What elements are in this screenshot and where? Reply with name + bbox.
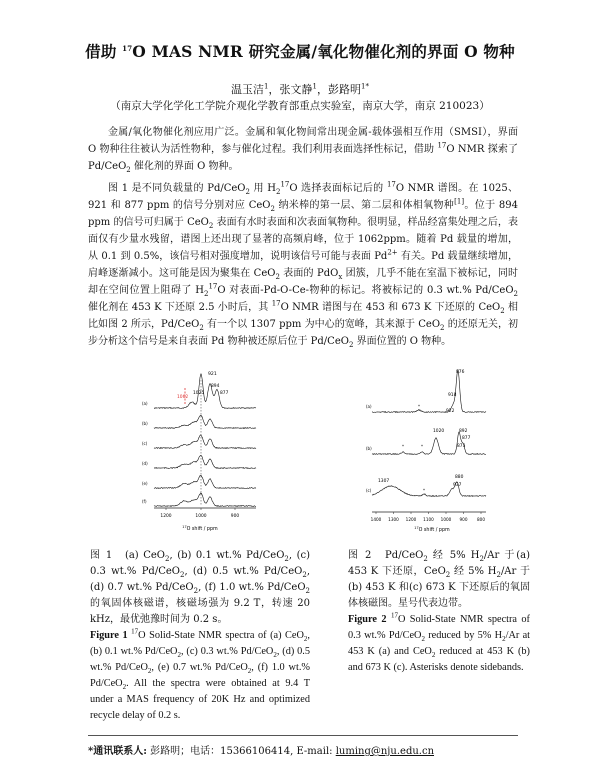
- figure-2-caption: [348, 548, 530, 676]
- peak-label-876: 876: [456, 370, 465, 375]
- peak-label-1025: 1025: [193, 391, 205, 396]
- nmr-trace: [154, 493, 256, 507]
- peak-label-877: 877: [220, 391, 229, 396]
- body-paragraph: 图 1 是不同负载量的 Pd/CeO$_2$ 用 $H_2^{17}O$ 选择表面标记后的 $^{17}$O NMR 谱图。在 1025、921 和 877 ppm 的信号分别对应 CeO$_2$ 纳米棒的第一层、第二层和体相氧物种[1]。位于 894 ppm 的信号可归属于 CeO$_2$ 表面有水时表面和次表面氧物种。很明显，样品经富集处理之后，表面仅有少量水残留，谱图上还出现了显著的高频肩峰，位于 1062ppm。随着 Pd 载量的增加，从 0.1 到 0.5%，该信号相对强度增加，说明该信号可能与表面 $Pd^{2+}$ 有关。Pd 载量继续增加，肩峰逐渐减小。这可能是因为聚集在 CeO$_2$ 表面的 PdO$_x$ 团簇，几乎不能在室温下被标记，同时却在空间位置上阻碍了 $H_2^{17}O$ 对表面-Pd-O-Ce-物种的标记。将被标记的 0.3 wt.% Pd/CeO$_2$ 催化剂在 453 K 下还原 2.5 小时后，其 $^{17}$O NMR 谱图与在 453 和 673 K 下还原的 CeO$_2$ 相比如图 2 所示，Pd/CeO$_2$ 有一个以 1307 ppm 为中心的宽峰，其来源于 CeO$_2$ 的还原无关，初步分析这个信号是来自表面 Pd 物种被还原后位于 Pd/CeO$_2$ 界面位置的 O 物种。: [88, 180, 519, 349]
- nmr-trace: [372, 369, 486, 412]
- figure-1-nmr-spectra: [140, 370, 258, 532]
- trace-label: (b): [366, 446, 372, 451]
- nmr-trace: [154, 435, 256, 448]
- x-tick-label: 1000: [440, 517, 452, 522]
- x-tick-label: 900: [230, 514, 240, 519]
- x-tick-label: 1200: [160, 514, 172, 519]
- peak-label-1020: 1020: [433, 429, 445, 434]
- figure-1-ticks: [160, 508, 239, 519]
- x-tick-label: 900: [459, 517, 468, 522]
- peak-label-877: 877: [462, 436, 471, 441]
- trace-label: (f): [142, 499, 147, 504]
- figure-2-plot: [366, 368, 488, 534]
- trace-label: (a): [366, 404, 372, 409]
- figure-2-traces: [366, 369, 486, 496]
- x-tick-label: 1300: [388, 517, 399, 522]
- trace-label: (a): [142, 401, 148, 406]
- nmr-trace: [154, 475, 256, 488]
- peak-label-937: 937: [453, 483, 462, 488]
- peak-label-1307: 1307: [378, 479, 390, 484]
- nmr-trace: [154, 455, 256, 468]
- nmr-trace: [372, 482, 486, 497]
- abstract-paragraph: 金属/氧化物催化剂应用广泛。金属和氧化物间常出现金属-载体强相互作用（SMSI），界面 O 物种往往被认为活性物种，参与催化过程。我们利用表面选择性标记，借助 $^{17}$O NMR 探索了 Pd/CeO$_2$ 催化剂的界面 O 物种。: [88, 127, 518, 174]
- nmr-trace: [154, 374, 256, 409]
- sideband-asterisk: *: [421, 444, 423, 449]
- peak-label-922: 922: [446, 409, 455, 414]
- sideband-asterisk: *: [402, 444, 404, 449]
- trace-label: (e): [142, 481, 148, 486]
- trace-label: (d): [142, 461, 148, 466]
- peak-label-921: 921: [208, 372, 217, 377]
- trace-label: (b): [142, 421, 148, 426]
- paper-title: 借助 $^{17}$O MAS NMR 研究金属/氧化物催化剂的界面 O 物种: [85, 42, 515, 61]
- x-tick-label: 1100: [423, 517, 434, 522]
- author-list: 温玉洁$^1$，张文静$^1$，彭路明$^{1*}$: [231, 82, 369, 96]
- sideband-asterisk: *: [418, 404, 420, 409]
- x-axis-label: $^{17}$O shift / ppm: [182, 525, 218, 532]
- figure-2-caption-en: Figure 2 $^{17}$O Solid-State NMR spectra of 0.3 wt.% Pd/CeO$_2$ reduced by 5% $H_2/Ar$ at 453 K (a) and CeO$_2$ reduced at 453 K (b) and 673 K (c). Asterisks denote sidebands.: [348, 611, 530, 673]
- nmr-trace: [154, 415, 256, 428]
- footnote-rule: [88, 735, 518, 736]
- figure-1-plot: [140, 370, 258, 532]
- peak-label-873: 873: [457, 444, 466, 449]
- figure-1-caption: [90, 548, 310, 724]
- figure-2-caption-cn: 图 2 Pd/CeO$_2$ 经 5% $H_2/Ar$ 于(a) 453 K 下还原，CeO$_2$ 经 5% $H_2/Ar$ 于(b) 453 K 和(c) 673 K 下还原后的氧固体核磁图。星号代表边带。: [348, 550, 531, 609]
- affiliation: （南京大学化学化工学院介观化学教育部重点实验室，南京大学，南京 210023）: [110, 100, 490, 112]
- peak-label-880: 880: [455, 475, 464, 480]
- contact-email-link[interactable]: luming@nju.edu.cn: [335, 746, 435, 757]
- x-tick-label: 1200: [405, 517, 417, 522]
- sideband-asterisk: *: [423, 488, 425, 493]
- figure-1-caption-en: Figure 1 $^{17}$O Solid-State NMR spectra of (a) CeO$_2$, (b) 0.1 wt.% Pd/CeO$_2$, (c) 0.3 wt.% Pd/CeO$_2$, (d) 0.5 wt.% Pd/CeO$_2$, (e) 0.7 wt.% Pd/CeO$_2$, (f) 1.0 wt.% Pd/CeO$_2$. All the spectra were obtained at 9.4 T under a MAS frequency of 20K Hz and optimized recycle delay of 0.2 s.: [90, 627, 311, 721]
- x-tick-label: 1000: [195, 514, 207, 519]
- trace-label: (c): [366, 488, 372, 493]
- trace-label: (c): [142, 441, 148, 446]
- peak-label-918: 918: [448, 393, 457, 398]
- peak-label-1062: 1062: [177, 395, 189, 400]
- x-tick-label: 1400: [370, 517, 382, 522]
- figure-2-nmr-spectra: [366, 368, 488, 534]
- x-axis-label: $^{17}$O shift / ppm: [414, 526, 450, 533]
- peak-label-894: 894: [211, 384, 220, 389]
- peak-label-892: 892: [459, 429, 468, 434]
- x-tick-label: 800: [477, 517, 485, 522]
- contact-footnote: *通讯联系人: 彭路明；电话：15366106414, E-mail: luming@nju.edu.cn: [88, 746, 435, 757]
- figure-2-ticks: [371, 512, 486, 522]
- figure-1-caption-cn: 图 1 (a) CeO$_2$, (b) 0.1 wt.% Pd/CeO$_2$, (c) 0.3 wt.% Pd/CeO$_2$, (d) 0.5 wt.% Pd/CeO$_2$, (d) 0.7 wt.% Pd/CeO$_2$, (f) 1.0 wt.% Pd/CeO$_2$ 的氧固体核磁谱，核磁场强为 9.2 T，转速 20 kHz，最优弛豫时间为 0.2 s。: [90, 550, 311, 625]
